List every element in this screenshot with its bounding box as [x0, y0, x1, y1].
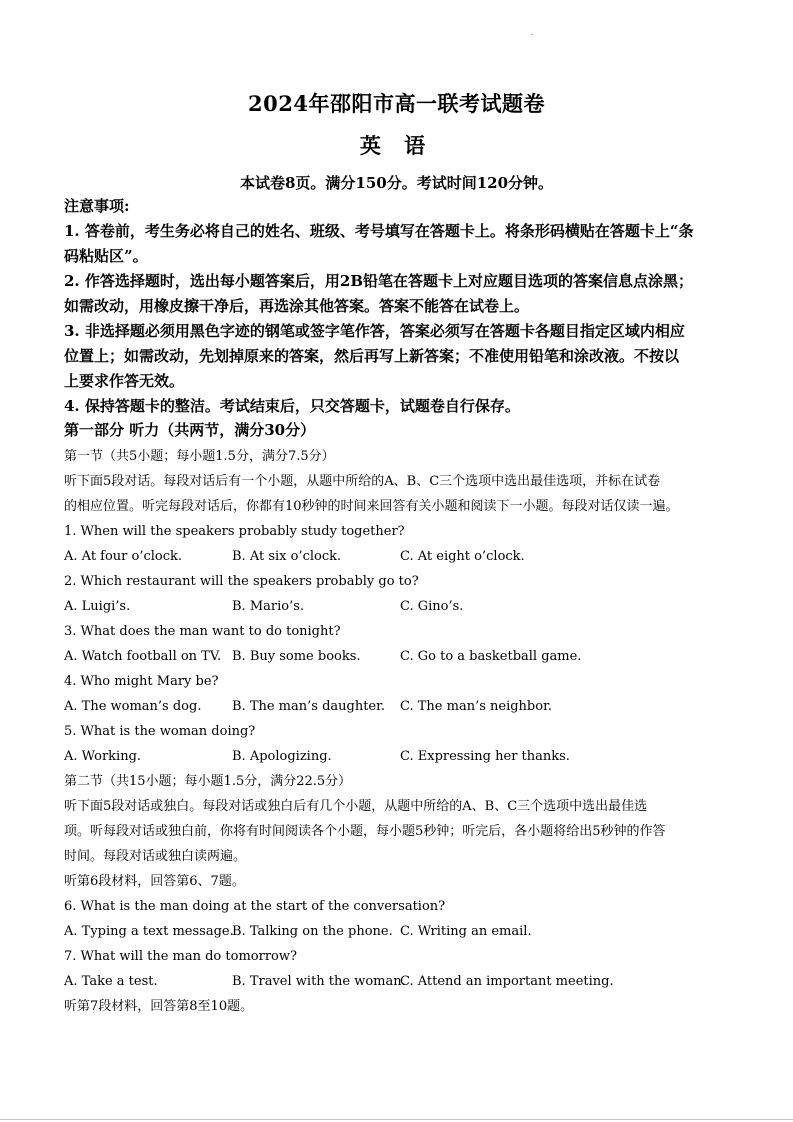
- section2-heading: 第二节（共15小题；每小题1.5分，满分22.5分）: [64, 774, 352, 789]
- notes-line: 1. 答卷前，考生务必将自己的姓名、班级、考号填写在答题卡上。将条形码横贴在答题卡上“条: [64, 222, 694, 240]
- option-a: A. Working.: [64, 749, 142, 764]
- option-c: C. Writing an email.: [400, 924, 532, 939]
- question-stem: 5. What is the woman doing?: [64, 724, 256, 739]
- option-c: C. At eight o’clock.: [400, 549, 525, 564]
- option-a: A. Typing a text message.: [64, 924, 234, 939]
- question-stem: 1. When will the speakers probably study together?: [64, 524, 405, 539]
- notes-heading: 注意事项:: [64, 197, 130, 215]
- part1-heading: 第一部分 听力（共两节，满分30分）: [64, 421, 316, 439]
- option-b: B. Mario’s.: [232, 599, 305, 614]
- material-7-instruction: 听第7段材料，回答第8至10题。: [64, 999, 254, 1014]
- option-c: C. Go to a basketball game.: [400, 649, 582, 664]
- section1-instruction: 的相应位置。听完每段对话后，你都有10秒钟的时间来回答有关小题和阅读下一小题。每段对话仅读一遍。: [64, 499, 679, 514]
- option-a: A. Luigi’s.: [64, 599, 131, 614]
- section2-instruction: 时间。每段对话或独白读两遍。: [64, 849, 247, 864]
- option-b: B. The man’s daughter.: [232, 699, 386, 714]
- section1-instruction: 听下面5段对话。每段对话后有一个小题，从题中所给的A、B、C三个选项中选出最佳选项，并标在试卷: [64, 474, 661, 489]
- question-options: [64, 694, 744, 719]
- notes-line: 4. 保持答题卡的整洁。考试结束后，只交答题卡，试题卷自行保存。: [64, 397, 520, 415]
- option-c: C. Attend an important meeting.: [400, 974, 614, 989]
- exam-title: 2024年邵阳市高一联考试题卷: [248, 91, 545, 116]
- question-options: [64, 919, 744, 944]
- notes-line: 上要求作答无效。: [64, 372, 185, 390]
- question-options: [64, 969, 744, 994]
- material-6-instruction: 听第6段材料，回答第6、7题。: [64, 874, 245, 889]
- exam-info: 本试卷8页。满分150分。考试时间120分钟。: [239, 174, 554, 192]
- page-bottom-divider: [0, 1119, 793, 1120]
- question-options: [64, 544, 744, 569]
- option-b: B. Travel with the woman.: [232, 974, 406, 989]
- notes-line: 位置上；如需改动，先划掉原来的答案，然后再写上新答案；不准使用铅笔和涂改液。不按以: [64, 347, 680, 365]
- subject-title: 英 语: [359, 133, 434, 158]
- option-a: A. The woman’s dog.: [64, 699, 202, 714]
- scan-mark: [531, 34, 533, 35]
- option-c: C. Expressing her thanks.: [400, 749, 570, 764]
- option-c: C. Gino’s.: [400, 599, 464, 614]
- option-c: C. The man’s neighbor.: [400, 699, 552, 714]
- option-a: A. Watch football on TV.: [64, 649, 222, 664]
- notes-line: 码粘贴区”。: [64, 247, 148, 265]
- question-stem: 2. Which restaurant will the speakers probably go to?: [64, 574, 419, 589]
- question-stem: 6. What is the man doing at the start of the conversation?: [64, 899, 446, 914]
- notes-line: 3. 非选择题必须用黑色字迹的钢笔或签字笔作答，答案必须写在答题卡各题目指定区域内相应: [64, 322, 685, 340]
- section2-instruction: 项。听每段对话或独白前，你将有时间阅读各个小题，每小题5秒钟；听完后，各小题将给出5秒钟的作答: [64, 824, 666, 839]
- notes-line: 2. 作答选择题时，选出每小题答案后，用2B铅笔在答题卡上对应题目选项的答案信息点涂黑；: [64, 272, 694, 290]
- option-a: A. Take a test.: [64, 974, 158, 989]
- question-stem: 7. What will the man do tomorrow?: [64, 949, 297, 964]
- option-b: B. Buy some books.: [232, 649, 361, 664]
- question-options: [64, 744, 744, 769]
- option-b: B. At six o’clock.: [232, 549, 342, 564]
- option-b: B. Apologizing.: [232, 749, 332, 764]
- section2-instruction: 听下面5段对话或独白。每段对话或独白后有几个小题，从题中所给的A、B、C三个选项中选出最佳选: [64, 799, 648, 814]
- question-stem: 4. Who might Mary be?: [64, 674, 219, 689]
- question-options: [64, 594, 744, 619]
- question-stem: 3. What does the man want to do tonight?: [64, 624, 341, 639]
- notes-line: 如需改动，用橡皮擦干净后，再选涂其他答案。答案不能答在试卷上。: [64, 297, 530, 315]
- question-options: [64, 644, 744, 669]
- section1-heading: 第一节（共5小题；每小题1.5分，满分7.5分）: [64, 449, 335, 464]
- option-a: A. At four o’clock.: [64, 549, 183, 564]
- option-b: B. Talking on the phone.: [232, 924, 393, 939]
